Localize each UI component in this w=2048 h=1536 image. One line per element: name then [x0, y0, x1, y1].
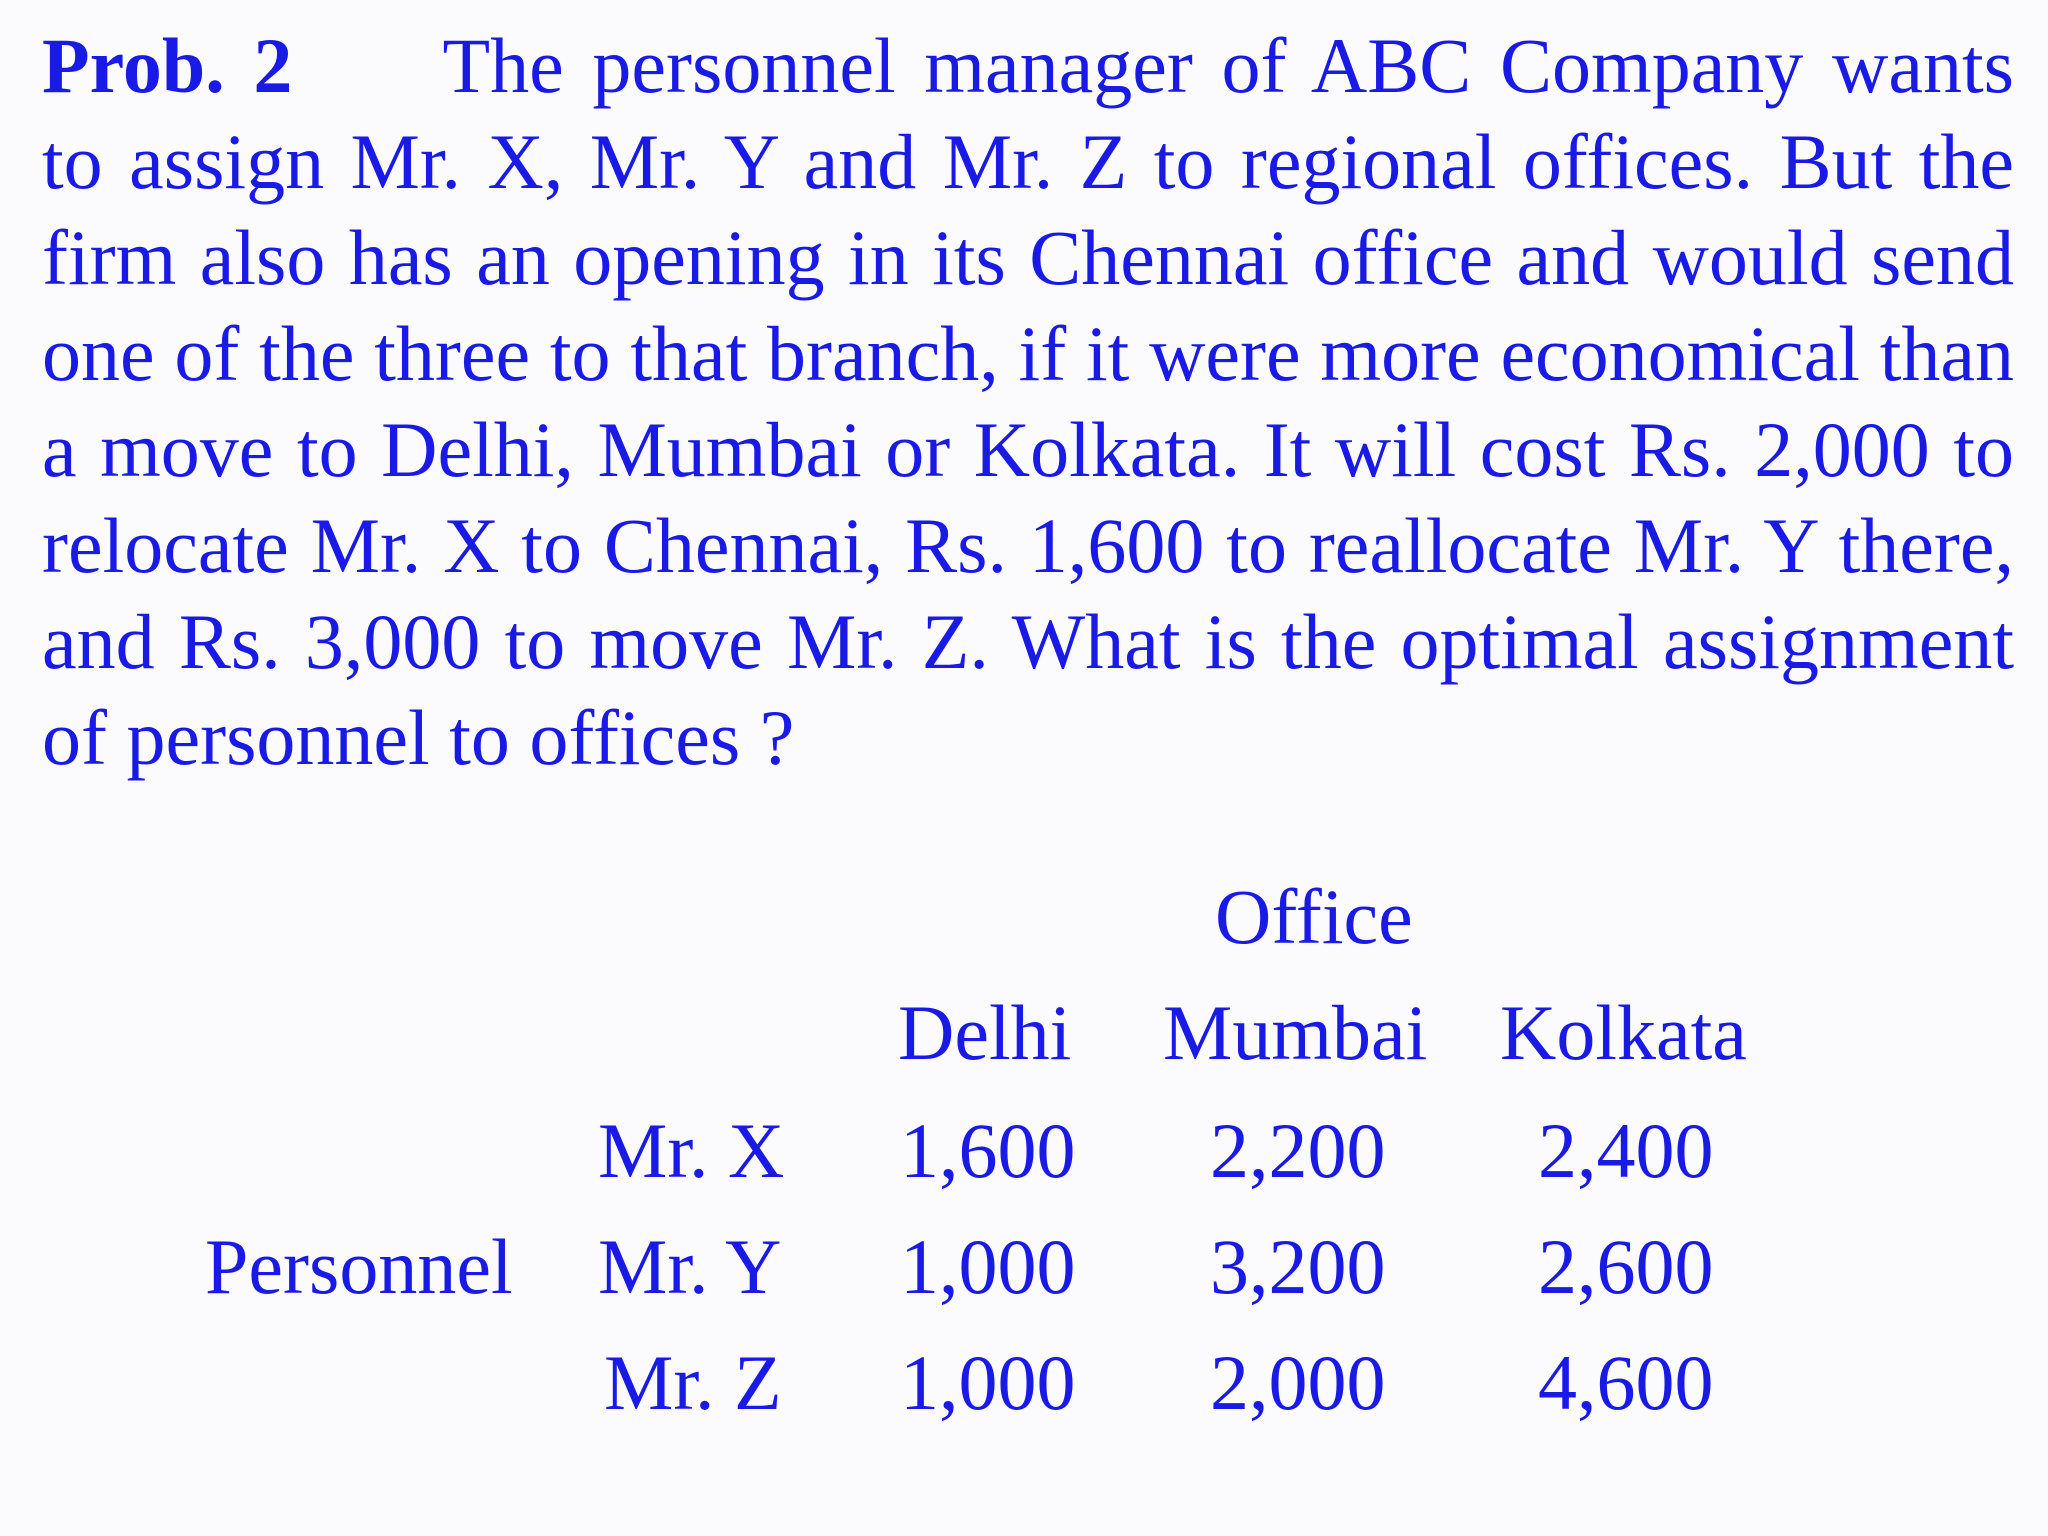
- column-header-delhi: Delhi: [898, 989, 1072, 1076]
- row-label-mr-y: Mr. Y: [598, 1223, 782, 1310]
- table-cell: 2,000: [1210, 1339, 1386, 1426]
- row-label-mr-x: Mr. X: [598, 1107, 785, 1194]
- row-label-mr-z: Mr. Z: [604, 1339, 782, 1426]
- table-cell: 1,000: [900, 1339, 1076, 1426]
- table-cell: 1,600: [900, 1107, 1076, 1194]
- problem-statement: [42, 18, 2014, 786]
- table-cell: 1,000: [900, 1223, 1076, 1310]
- table-cell: 3,200: [1210, 1223, 1386, 1310]
- table-cell: 2,400: [1538, 1107, 1714, 1194]
- column-header-kolkata: Kolkata: [1500, 989, 1747, 1076]
- table-cell: 2,200: [1210, 1107, 1386, 1194]
- table-cell: 4,600: [1538, 1339, 1714, 1426]
- table-row-group-title: Personnel: [205, 1223, 513, 1310]
- problem-text: The personnel manager of ABC Company wants to assign Mr. X, Mr. Y and Mr. Z to regional offices. But the firm also has an opening in its Chennai office and would send one of the three to that branch, if it were more economical than a move to Delhi, Mumbai or Kolkata. It will cost Rs. 2,000 to relocate Mr. X to Chennai, Rs. 1,600 to reallocate Mr. Y there, and Rs. 3,000 to move Mr. Z. What is the optimal assignment of personnel to offices ?: [42, 22, 2014, 781]
- table-cell: 2,600: [1538, 1223, 1714, 1310]
- column-header-mumbai: Mumbai: [1163, 989, 1428, 1076]
- table-column-group-title: Office: [1215, 873, 1413, 960]
- problem-label: Prob. 2: [42, 22, 293, 109]
